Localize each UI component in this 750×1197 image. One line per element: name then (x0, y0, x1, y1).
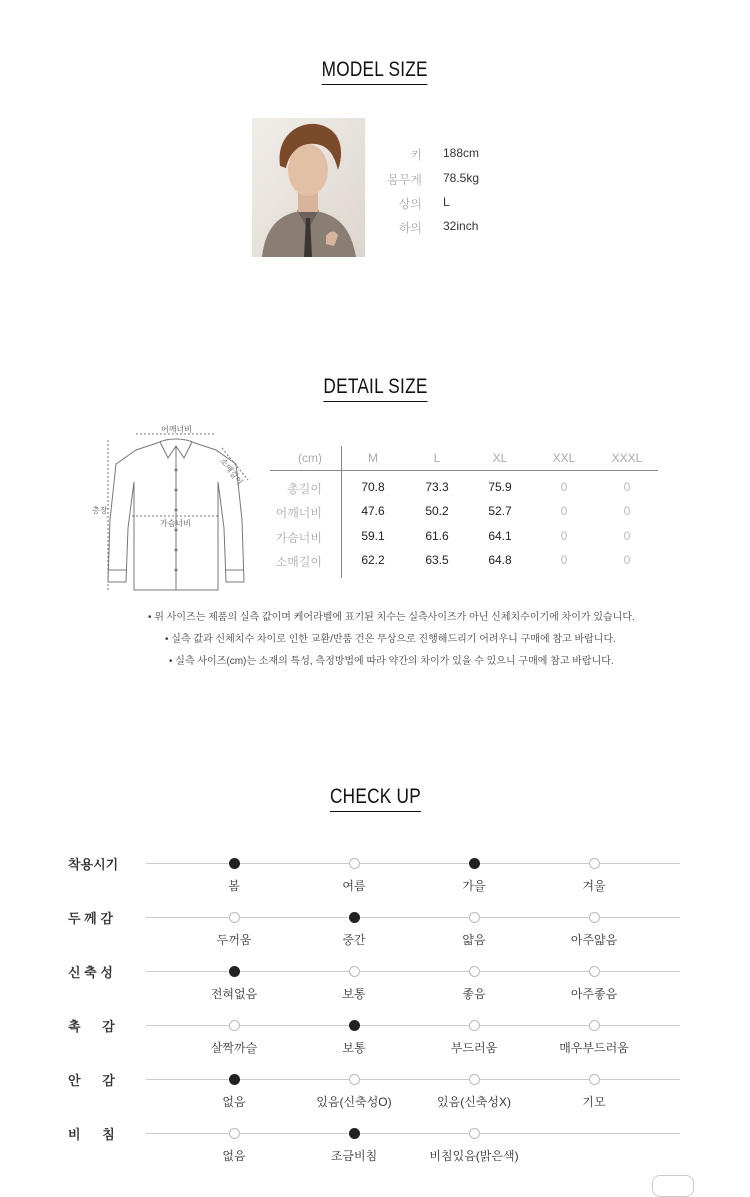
size-column-header: XXL (552, 451, 576, 465)
size-cell: 0 (623, 480, 631, 494)
size-cell: 0 (560, 504, 568, 518)
checkup-option-label: 조금비침 (330, 1149, 378, 1163)
model-spec-row (380, 171, 500, 191)
size-cell: 64.1 (488, 529, 512, 543)
size-cell: 0 (560, 529, 568, 543)
checkup-option-label: 중간 (342, 933, 366, 947)
model-spec-key: 상의 (398, 197, 422, 211)
checkup-label: 착용시기 (68, 857, 119, 872)
checkup-track (146, 863, 680, 864)
size-cell: 0 (560, 480, 568, 494)
checkup-label: 비 침 (68, 1127, 115, 1142)
model-spec-key: 키 (410, 148, 422, 162)
size-row-label: 가슴너비 (275, 531, 322, 545)
size-row-label: 총길이 (287, 482, 322, 496)
checkup-option-label: 얇음 (462, 933, 486, 947)
table-unit-label: (cm) (298, 451, 322, 465)
checkup-label: 신 축 성 (68, 965, 113, 980)
checkup-dot-selected (349, 1020, 360, 1031)
size-cell: 63.5 (425, 553, 449, 567)
size-cell: 70.8 (361, 480, 385, 494)
floating-button[interactable] (652, 1175, 694, 1197)
size-cell: 0 (623, 504, 631, 518)
size-cell: 0 (560, 553, 568, 567)
model-spec-row (380, 195, 500, 215)
checkup-dot (469, 1074, 480, 1085)
model-spec-value: 188cm (443, 146, 480, 160)
size-cell: 64.8 (488, 553, 512, 567)
checkup-option-label: 살짝까슬 (210, 1041, 258, 1055)
checkup-dot (349, 966, 360, 977)
size-column-header: XXXL (611, 451, 643, 465)
table-header-rule (270, 470, 658, 471)
detail-size-title: DETAIL SIZE (0, 375, 750, 402)
checkup-dot (589, 912, 600, 923)
checkup-option-label: 아주얇음 (570, 933, 618, 947)
checkup-label: 두 께 감 (68, 911, 113, 926)
checkup-dot (349, 858, 360, 869)
checkup-option-label: 아주좋음 (570, 987, 618, 1001)
checkup-option-label: 좋음 (462, 987, 486, 1001)
size-cell: 50.2 (425, 504, 449, 518)
model-spec-row (380, 146, 500, 166)
checkup-dot-selected (229, 858, 240, 869)
checkup-option-label: 두꺼움 (216, 933, 252, 947)
size-column-header: L (433, 451, 441, 465)
shirt-diagram (88, 420, 258, 600)
checkup-option-label: 봄 (228, 879, 240, 893)
table-column-rule (341, 446, 342, 578)
checkup-track (146, 917, 680, 918)
checkup-option-label: 없음 (222, 1095, 246, 1109)
checkup-dot (469, 1128, 480, 1139)
checkup-dot (589, 858, 600, 869)
checkup-dot (589, 966, 600, 977)
size-column-header: XL (492, 451, 508, 465)
model-spec-value: L (443, 195, 450, 209)
checkup-dot (589, 1074, 600, 1085)
checkup-dot-selected (349, 912, 360, 923)
size-cell: 47.6 (361, 504, 385, 518)
checkup-dot-selected (469, 858, 480, 869)
checkup-dot (469, 966, 480, 977)
model-photo (252, 118, 365, 257)
checkup-track (146, 1133, 680, 1134)
model-spec-key: 하의 (398, 221, 422, 235)
size-cell: 75.9 (488, 480, 512, 494)
size-row-label: 소매길이 (275, 555, 322, 569)
size-cell: 0 (623, 529, 631, 543)
size-row-label: 어깨너비 (275, 506, 322, 520)
detail-note-3: • 실측 사이즈(cm)는 소재의 특성, 측정방법에 따라 약간의 차이가 있을 수 있으니 구매에 참고 바랍니다. (169, 656, 614, 667)
checkup-option-label: 보통 (342, 987, 366, 1001)
checkup-dot (229, 912, 240, 923)
checkup-option-label: 있음(신축성X) (437, 1095, 511, 1109)
model-spec-value: 32inch (443, 219, 479, 233)
checkup-label: 안 감 (68, 1073, 115, 1088)
size-column-header: M (368, 451, 378, 465)
model-size-title: MODEL SIZE (0, 58, 750, 85)
checkup-option-label: 기모 (582, 1095, 606, 1109)
checkup-option-label: 가을 (462, 879, 486, 893)
checkup-dot (469, 912, 480, 923)
size-cell: 59.1 (361, 529, 385, 543)
checkup-dot-selected (349, 1128, 360, 1139)
model-spec-key: 몸무게 (387, 173, 422, 187)
checkup-option-label: 비침있음(밝은색) (429, 1149, 519, 1163)
model-spec-value: 78.5kg (443, 171, 480, 185)
checkup-dot (229, 1020, 240, 1031)
checkup-option-label: 매우부드러움 (559, 1041, 629, 1055)
checkup-option-label: 있음(신축성O) (316, 1095, 392, 1109)
checkup-dot (589, 1020, 600, 1031)
checkup-option-label: 전혀없음 (210, 987, 258, 1001)
check-up-title: CHECK UP (0, 785, 750, 812)
checkup-track (146, 971, 680, 972)
checkup-dot-selected (229, 966, 240, 977)
checkup-option-label: 겨울 (582, 879, 606, 893)
diagram-label-sleeve: 소매길이 (218, 456, 245, 487)
detail-note-2: • 실측 값과 신체치수 차이로 인한 교환/반품 건은 무상으로 진행해드리기 어려우니 구매에 참고 바랍니다. (165, 634, 616, 645)
detail-note-1: • 위 사이즈는 제품의 실측 값이며 케어라벨에 표기된 치수는 실측사이즈가 아닌 신체치수이기에 차이가 있습니다. (148, 612, 635, 623)
checkup-track (146, 1025, 680, 1026)
checkup-label: 촉 감 (68, 1019, 115, 1034)
model-spec-row (380, 219, 500, 239)
checkup-dot (469, 1020, 480, 1031)
checkup-dot-selected (229, 1074, 240, 1085)
checkup-option-label: 여름 (342, 879, 366, 893)
checkup-track (146, 1079, 680, 1080)
checkup-option-label: 없음 (222, 1149, 246, 1163)
size-cell: 61.6 (425, 529, 449, 543)
checkup-option-label: 보통 (342, 1041, 366, 1055)
diagram-label-chest: 가슴너비 (160, 519, 191, 528)
diagram-label-length: 총장 (92, 506, 108, 515)
checkup-dot (349, 1074, 360, 1085)
diagram-label-shoulder: 어깨너비 (161, 425, 192, 434)
checkup-option-label: 부드러움 (450, 1041, 498, 1055)
checkup-dot (229, 1128, 240, 1139)
size-cell: 73.3 (425, 480, 449, 494)
size-cell: 62.2 (361, 553, 385, 567)
size-cell: 52.7 (488, 504, 512, 518)
size-cell: 0 (623, 553, 631, 567)
